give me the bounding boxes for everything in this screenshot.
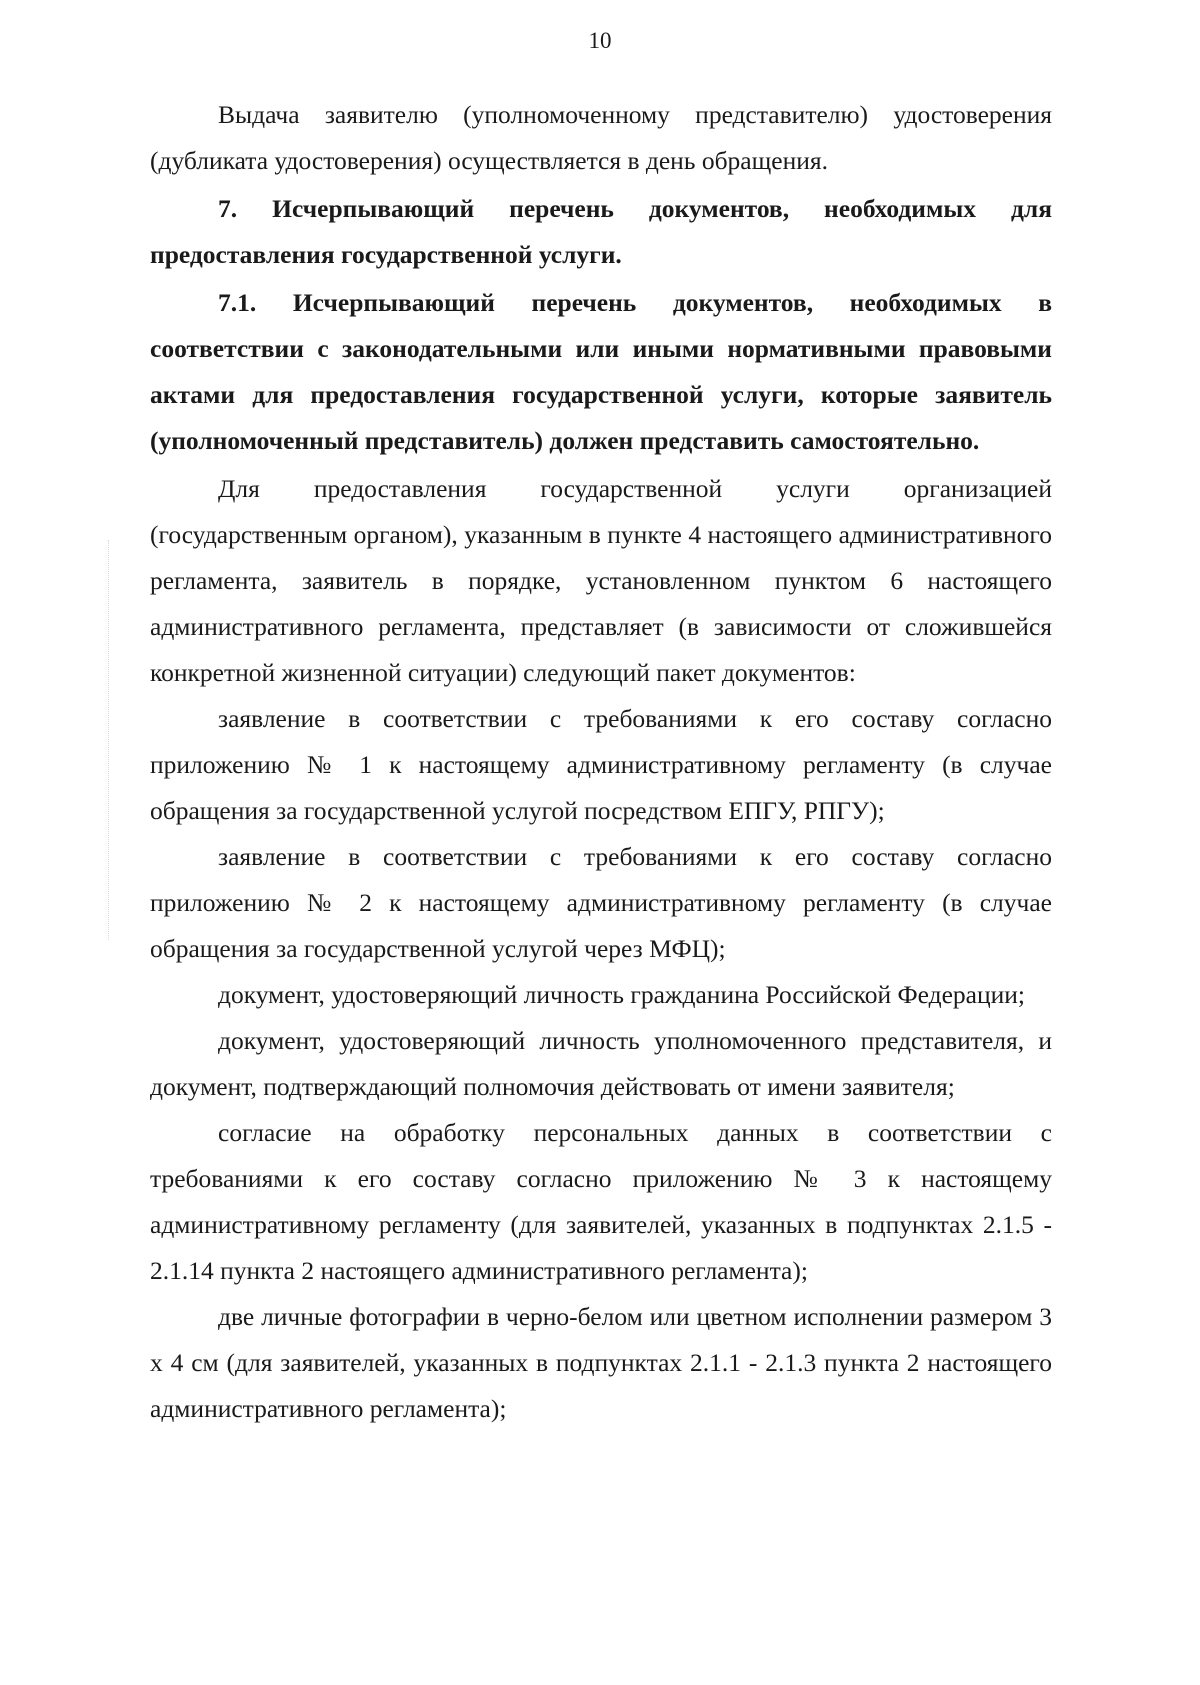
page-number: 10: [588, 28, 612, 53]
list-item-application-mfc: заявление в соответствии с требованиями к его составу согласно приложению № 2 к настоящему административному регламенту (в случае обращения за государственной услугой через МФЦ);: [150, 842, 1052, 963]
section-heading-7: 7. Исчерпывающий перечень документов, необходимых для предоставления государственной услуги.: [150, 194, 1052, 269]
document-body: [150, 92, 1052, 1432]
scan-gutter-marks: [108, 540, 111, 940]
list-item-representative-id: документ, удостоверяющий личность уполномоченного представителя, и документ, подтверждающий полномочия действовать от имени заявителя;: [150, 1026, 1052, 1101]
list-item-application-epgu: заявление в соответствии с требованиями к его составу согласно приложению № 1 к настоящему административному регламенту (в случае обращения за государственной услугой посредством ЕПГУ, РПГУ);: [150, 704, 1052, 825]
section-heading-7-1: 7.1. Исчерпывающий перечень документов, необходимых в соответствии с законодательными или иными нормативными правовыми актами для предоставления государственной услуги, которые заявитель (уполномоченный представитель) должен представить самостоятельно.: [150, 288, 1052, 455]
list-item-citizen-id: документ, удостоверяющий личность гражданина Российской Федерации;: [218, 980, 1025, 1009]
paragraph-documents-intro: Для предоставления государственной услуги организацией (государственным органом), указанным в пункте 4 настоящего административного регламента, заявитель в порядке, установленном пунктом 6 настоящего административного регламента, представляет (в зависимости от сложившейся конкретной жизненной ситуации) следующий пакет документов:: [150, 474, 1052, 687]
list-item-personal-data-consent: согласие на обработку персональных данных в соответствии с требованиями к его составу согласно приложению № 3 к настоящему административному регламенту (для заявителей, указанных в подпунктах 2.1.5 - 2.1.14 пункта 2 настоящего административного регламента);: [150, 1118, 1052, 1285]
paragraph-issuance: Выдача заявителю (уполномоченному представителю) удостоверения (дубликата удостоверения) осуществляется в день обращения.: [150, 100, 1052, 175]
list-item-photographs: две личные фотографии в черно-белом или цветном исполнении размером 3 х 4 см (для заявителей, указанных в подпунктах 2.1.1 - 2.1.3 пункта 2 настоящего административного регламента);: [150, 1302, 1052, 1423]
